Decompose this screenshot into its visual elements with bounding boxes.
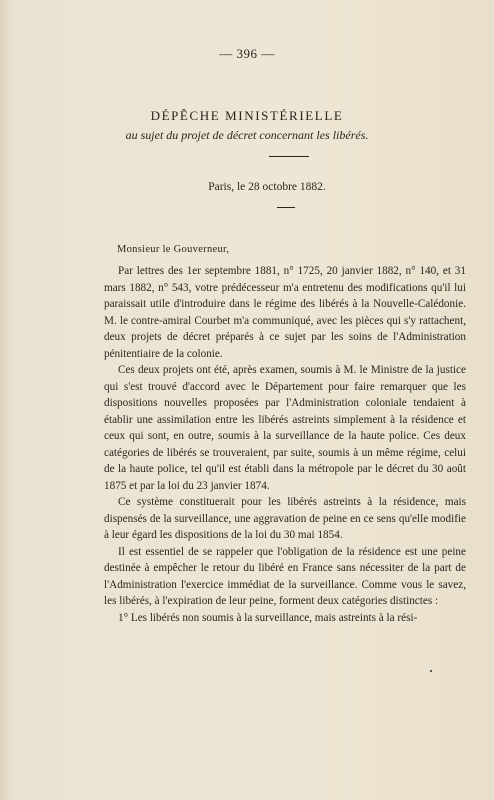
salutation: Monsieur le Gouverneur, bbox=[117, 244, 230, 255]
paragraph: Par lettres des 1er septembre 1881, n° 1725, 20 janvier 1882, n° 140, et 31 mars 1882, n° 543, votre prédécesseur m'a entretenu des modifications qu'il lui paraissait utile d'introduire dans le régime des libérés à la Nouvelle-Calédonie. M. le contre-amiral Courbet m'a communiqué, avec les pièces qui s'y rattachent, deux projets de décret préparés à ce sujet par les soins de l'Administration pénitentiaire de la colonie. bbox=[104, 265, 466, 360]
paragraph: Ce système constituerait pour les libérés astreints à la résidence, mais dispensés de la surveillance, une aggravation de peine en ce sens qu'elle modifie à leur égard les dispositions de la loi du 30 mai 1854. bbox=[104, 496, 466, 541]
document-subtitle: au sujet du projet de décret concernant les libérés. bbox=[125, 128, 369, 142]
paragraph: 1° Les libérés non soumis à la surveillance, mais astreints à la rési- bbox=[118, 611, 418, 624]
title-rule bbox=[269, 156, 309, 157]
ink-speck bbox=[430, 670, 432, 672]
document-title: DÉPÊCHE MINISTÉRIELLE bbox=[150, 108, 344, 123]
page-number: — 396 — bbox=[219, 46, 275, 61]
dateline: Paris, le 28 octobre 1882. bbox=[208, 181, 326, 193]
paragraph: Il est essentiel de se rappeler que l'obligation de la résidence est une peine destinée à empêcher le retour du libéré en France sans nécessiter de la part de l'Administration l'exercice immédiat de la surveillance. Comme vous le savez, les libérés, à l'expiration de leur peine, forment deux catégories distinctes : bbox=[104, 545, 466, 607]
letter-body bbox=[104, 263, 466, 626]
dateline-rule bbox=[277, 207, 295, 208]
paragraph: Ces deux projets ont été, après examen, soumis à M. le Ministre de la justice qui s'est trouvé d'accord avec le Département pour faire remarquer que les dispositions nouvelles proposées par l'Administration coloniale tendaient à établir une assimilation entre les libérés astreints simplement à la résidence et ceux qui sont, en outre, soumis à la surveillance de la haute police. Ces deux catégories de libérés se trouveraient, par suite, soumis à un même régime, celui de la haute police, tel qu'il est établi dans la métropole par le décret du 30 août 1875 et par la loi du 23 janvier 1874. bbox=[104, 364, 466, 492]
